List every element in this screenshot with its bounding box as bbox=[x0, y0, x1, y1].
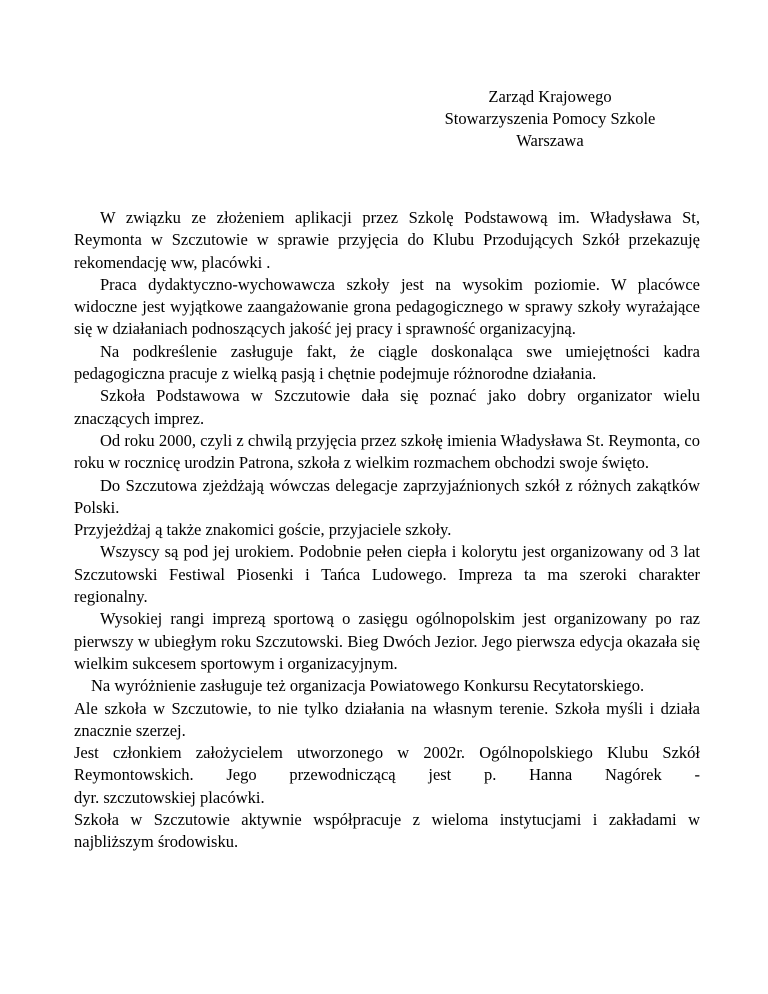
paragraph-14: Szkoła w Szczutowie aktywnie współpracuje z wieloma instytucjami i zakładami w najbliższym środowisku. bbox=[74, 810, 700, 852]
paragraph-13: dyr. szczutowskiej placówki. bbox=[74, 787, 265, 807]
paragraph-9: Wysokiej rangi imprezą sportową o zasięgu ogólnopolskim jest organizowany po raz pierwszy w ubiegłym roku Szczutowski. Bieg Dwóch Jezior. Jego pierwsza edycja okazała się wielkim sukcesem sportowym i organizacyjnym. bbox=[74, 609, 700, 673]
paragraph-5: Od roku 2000, czyli z chwilą przyjęcia przez szkołę imienia Władysława St. Reymonta, co roku w rocznicę urodzin Patrona, szkoła z wielkim rozmachem obchodzi swoje święto. bbox=[74, 430, 700, 473]
letter-body bbox=[74, 207, 700, 854]
paragraph-7: Przyjeżdżaj ą także znakomici goście, przyjaciele szkoły. bbox=[74, 520, 452, 540]
addressee-line-3: Warszawa bbox=[516, 131, 584, 150]
addressee-line-1: Zarząd Krajowego bbox=[488, 87, 612, 106]
paragraph-2: Praca dydaktyczno-wychowawcza szkoły jest na wysokim poziomie. W placówce widoczne jest wyjątkowe zaangażowanie grona pedagogicznego w sprawy szkoły wyrażające się w działaniach podnoszących jakość jej pracy i sprawność organizacyjną. bbox=[74, 274, 700, 339]
paragraph-3: Na podkreślenie zasługuje fakt, że ciągle doskonaląca swe umiejętności kadra pedagogiczna pracuje z wielką pasją i chętnie podejmuje różnorodne działania. bbox=[74, 341, 700, 384]
paragraph-6: Do Szczutowa zjeżdżają wówczas delegacje zaprzyjaźnionych szkół z różnych zakątków Polski. bbox=[74, 475, 700, 517]
paragraph-11: Ale szkoła w Szczutowie, to nie tylko działania na własnym terenie. Szkoła myśli i działa znacznie szerzej. bbox=[74, 698, 700, 740]
addressee-line-2: Stowarzyszenia Pomocy Szkole bbox=[444, 109, 656, 128]
paragraph-8: Wszyscy są pod jej urokiem. Podobnie pełen ciepła i kolorytu jest organizowany od 3 lat Szczutowski Festiwal Piosenki i Tańca Ludowego. Impreza ta ma szeroki charakter regionalny. bbox=[74, 542, 700, 607]
addressee-block bbox=[400, 86, 700, 152]
paragraph-4: Szkoła Podstawowa w Szczutowie dała się poznać jako dobry organizator wielu znaczących imprez. bbox=[74, 386, 700, 428]
paragraph-10: Na wyróżnienie zasługuje też organizacja Powiatowego Konkursu Recytatorskiego. bbox=[91, 676, 645, 696]
paragraph-12: Jest członkiem założycielem utworzonego w 2002r. Ogólnopolskiego Klubu Szkół Reymontowskich. Jego przewodniczącą jest p. Hanna Nagórek - bbox=[74, 743, 700, 785]
paragraph-1: W związku ze złożeniem aplikacji przez Szkolę Podstawową im. Władysława St, Reymonta w Szczutowie w sprawie przyjęcia do Klubu Przodujących Szkół przekazuję rekomendację ww, placówki . bbox=[74, 208, 700, 272]
